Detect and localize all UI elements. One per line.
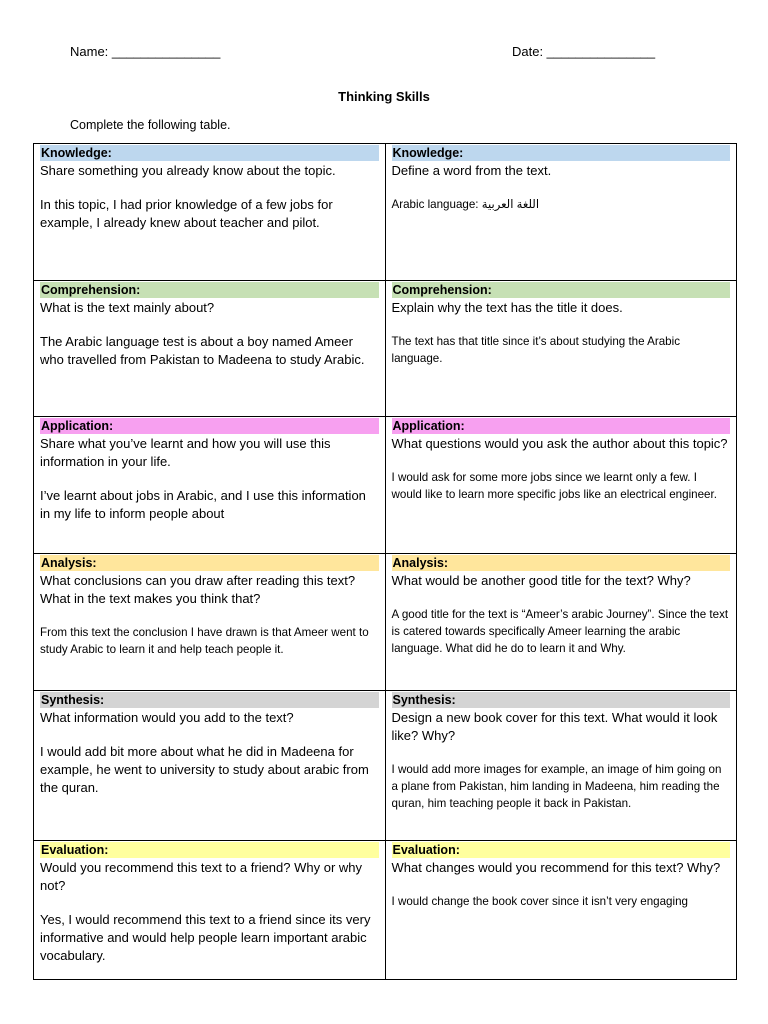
comprehension-right-cell xyxy=(385,281,737,417)
question-prompt: What information would you add to the text? xyxy=(40,710,294,725)
evaluation-left-cell xyxy=(34,841,386,980)
instructions: Complete the following table. xyxy=(70,118,231,132)
knowledge-right-cell xyxy=(385,144,737,281)
section-label: Application: xyxy=(40,418,379,434)
section-label: Evaluation: xyxy=(40,842,379,858)
question-prompt: What questions would you ask the author about this topic? xyxy=(391,436,728,451)
section-label: Analysis: xyxy=(392,555,731,571)
date-field-line: Date: _______________ xyxy=(512,44,656,59)
section-label: Comprehension: xyxy=(40,282,379,298)
evaluation-right-cell xyxy=(385,841,737,980)
section-label: Comprehension: xyxy=(392,282,731,298)
section-label: Knowledge: xyxy=(40,145,379,161)
student-answer: I would add bit more about what he did in Madeena for example, he went to university to study about arabic from the quran. xyxy=(40,744,369,795)
student-answer: From this text the conclusion I have drawn is that Ameer went to study Arabic to learn it and help teach people it. xyxy=(40,626,369,656)
table-row-comprehension xyxy=(34,281,737,417)
knowledge-left-cell xyxy=(34,144,386,281)
synthesis-left-cell xyxy=(34,691,386,841)
section-label: Synthesis: xyxy=(40,692,379,708)
question-prompt: What conclusions can you draw after reading this text? What in the text makes you think that? xyxy=(40,573,356,606)
section-label: Evaluation: xyxy=(392,842,731,858)
question-prompt: What would be another good title for the text? Why? xyxy=(391,573,691,588)
section-label: Application: xyxy=(392,418,731,434)
table-row-knowledge xyxy=(34,144,737,281)
synthesis-right-cell xyxy=(385,691,737,841)
section-label: Knowledge: xyxy=(392,145,731,161)
application-left-cell xyxy=(34,417,386,554)
student-answer: In this topic, I had prior knowledge of a few jobs for example, I already knew about teacher and pilot. xyxy=(40,197,333,230)
question-prompt: Would you recommend this text to a friend? Why or why not? xyxy=(40,860,363,893)
student-answer: I would add more images for example, an image of him going on a plane from Pakistan, him landing in Madeena, him reading the quran, him teaching people it back in Pakistan. xyxy=(391,763,722,810)
table-row-application xyxy=(34,417,737,554)
analysis-left-cell xyxy=(34,554,386,691)
section-label: Synthesis: xyxy=(392,692,731,708)
student-answer: A good title for the text is “Ameer’s arabic Journey”. Since the text is catered towards specifically Ameer learning the arabic language. What did he do to learn it and Why. xyxy=(391,608,729,655)
student-answer: Arabic language: اللغة العربية xyxy=(391,198,540,211)
analysis-right-cell xyxy=(385,554,737,691)
student-answer: The text has that title since it’s about studying the Arabic language. xyxy=(391,335,681,365)
application-right-cell xyxy=(385,417,737,554)
table-row-evaluation xyxy=(34,841,737,980)
question-prompt: Define a word from the text. xyxy=(391,163,552,178)
table-row-analysis xyxy=(34,554,737,691)
student-answer: I would ask for some more jobs since we learnt only a few. I would like to learn more specific jobs like an electrical engineer. xyxy=(391,471,717,501)
question-prompt: Design a new book cover for this text. What would it look like? Why? xyxy=(391,710,718,743)
table-row-synthesis xyxy=(34,691,737,841)
student-answer: I would change the book cover since it isn’t very engaging xyxy=(391,895,688,908)
student-answer: I’ve learnt about jobs in Arabic, and I use this information in my life to inform people about xyxy=(40,488,366,521)
name-field-line: Name: _______________ xyxy=(70,44,221,59)
question-prompt: Share something you already know about the topic. xyxy=(40,163,336,178)
thinking-skills-table xyxy=(33,143,737,980)
section-label: Analysis: xyxy=(40,555,379,571)
student-answer: Yes, I would recommend this text to a friend since its very informative and would help people learn important arabic vocabulary. xyxy=(40,912,371,963)
student-answer: The Arabic language test is about a boy named Ameer who travelled from Pakistan to Madeena to study Arabic. xyxy=(40,334,365,367)
comprehension-left-cell xyxy=(34,281,386,417)
question-prompt: What is the text mainly about? xyxy=(40,300,215,315)
page-title: Thinking Skills xyxy=(338,89,430,104)
question-prompt: Share what you’ve learnt and how you will use this information in your life. xyxy=(40,436,331,469)
question-prompt: Explain why the text has the title it does. xyxy=(391,300,623,315)
question-prompt: What changes would you recommend for this text? Why? xyxy=(391,860,721,875)
